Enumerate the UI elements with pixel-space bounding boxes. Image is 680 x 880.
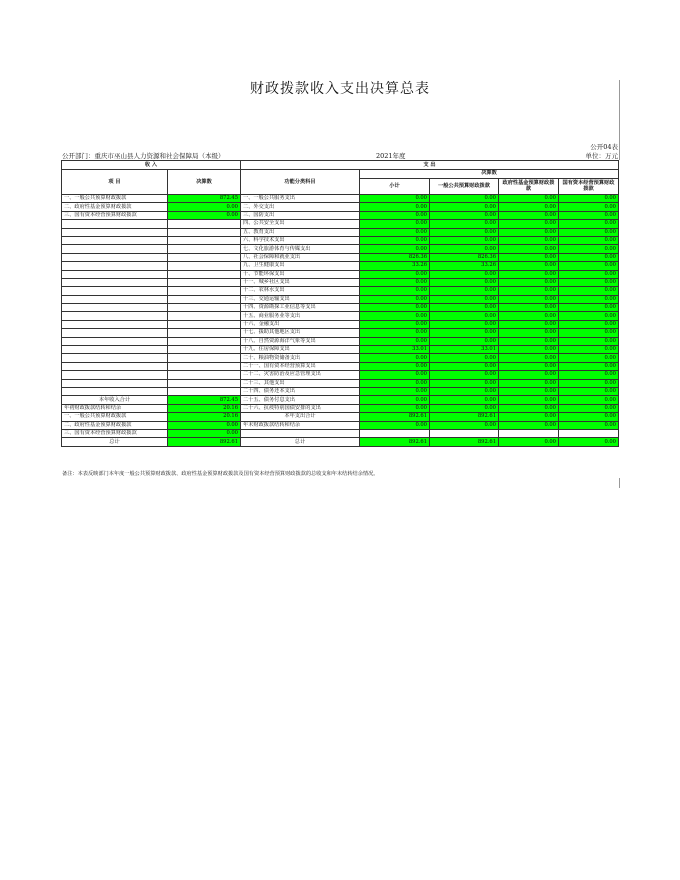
table-row	[62, 236, 619, 244]
income-item-cell	[62, 236, 168, 244]
expense-amount-cell: 892.61	[360, 438, 430, 446]
income-amount-cell: 0.00	[168, 421, 241, 429]
income-item-cell	[62, 304, 168, 312]
expense-item-cell	[241, 429, 360, 437]
expense-amount-cell: 0.00	[559, 211, 619, 219]
expense-amount-cell: 0.00	[559, 404, 619, 412]
income-header: 收 入	[62, 161, 241, 170]
table-row	[62, 245, 619, 253]
expense-amount-cell	[430, 429, 499, 437]
expense-amount-cell: 0.00	[430, 203, 499, 211]
expense-amount-cell: 0.00	[499, 320, 559, 328]
gov-fund-header: 政府性基金预算财政拨款	[499, 178, 559, 194]
income-amount-cell	[168, 354, 241, 362]
sheet-edge-line	[619, 478, 620, 488]
income-amount-cell	[168, 371, 241, 379]
income-amount-cell	[168, 329, 241, 337]
expense-item-cell: 二、外交支出	[241, 203, 360, 211]
income-item-cell: 一、一般公共预算财政拨款	[62, 195, 168, 203]
expense-amount-cell: 0.00	[499, 354, 559, 362]
income-amount-cell	[168, 320, 241, 328]
expense-item-cell: 二十二、灾害防治及应急管理支出	[241, 371, 360, 379]
expense-amount-cell: 0.00	[430, 379, 499, 387]
expense-amount-cell: 33.01	[360, 346, 430, 354]
expense-item-cell: 二十一、国有资本经营预算支出	[241, 362, 360, 370]
expense-amount-cell: 33.26	[430, 262, 499, 270]
income-amount-cell	[168, 236, 241, 244]
expense-amount-cell: 0.00	[360, 203, 430, 211]
expense-amount-cell: 0.00	[360, 195, 430, 203]
expense-amount-cell: 0.00	[499, 329, 559, 337]
expense-amount-cell: 0.00	[499, 195, 559, 203]
income-amount-cell	[168, 379, 241, 387]
income-amount-cell: 0.00	[168, 203, 241, 211]
income-item-cell: 二、政府性基金预算财政拨款	[62, 421, 168, 429]
expense-amount-cell: 0.00	[499, 404, 559, 412]
table-row	[62, 379, 619, 387]
income-amount-cell	[168, 295, 241, 303]
expense-amount-cell: 892.61	[430, 413, 499, 421]
income-item-cell	[62, 228, 168, 236]
unit-label: 单位：万元	[585, 152, 618, 160]
expense-item-cell: 十九、住房保障支出	[241, 346, 360, 354]
income-amount-cell	[168, 287, 241, 295]
expense-item-cell: 三、国防支出	[241, 211, 360, 219]
department-label: 公开部门：重庆市巫山县人力资源和社会保障局（本级）	[62, 152, 225, 160]
income-item-cell: 年初财政拨款结转和结余	[62, 404, 168, 412]
expense-amount-cell: 0.00	[360, 396, 430, 404]
income-item-cell	[62, 262, 168, 270]
expense-amount-cell: 0.00	[559, 270, 619, 278]
expense-amount-cell: 0.00	[430, 304, 499, 312]
income-amount-cell	[168, 228, 241, 236]
income-amount-cell	[168, 278, 241, 286]
expense-amount-cell: 0.00	[559, 195, 619, 203]
expense-amount-cell: 0.00	[430, 329, 499, 337]
expense-item-cell: 四、公共安全支出	[241, 220, 360, 228]
table-row	[62, 337, 619, 345]
expense-amount-cell	[499, 429, 559, 437]
expense-amount-cell: 0.00	[559, 262, 619, 270]
expense-amount-cell: 0.00	[559, 438, 619, 446]
expense-amount-cell: 0.00	[499, 211, 559, 219]
income-item-cell: 总计	[62, 438, 168, 446]
expense-amount-cell: 0.00	[499, 438, 559, 446]
expense-item-cell: 二十六、抗疫特别国债安排的支出	[241, 404, 360, 412]
income-amount-cell: 20.16	[168, 404, 241, 412]
expense-amount-cell: 0.00	[430, 404, 499, 412]
expense-amount-cell: 0.00	[559, 362, 619, 370]
expense-amount-cell: 0.00	[430, 421, 499, 429]
subtotal-header: 小计	[360, 178, 430, 194]
income-amount-cell	[168, 220, 241, 228]
income-item-cell	[62, 312, 168, 320]
expense-item-cell: 二十、粮油物资储备支出	[241, 354, 360, 362]
income-item-cell	[62, 253, 168, 261]
expense-amount-cell: 0.00	[360, 379, 430, 387]
amount-header: 决算数	[168, 170, 241, 195]
expense-amount-cell: 0.00	[360, 354, 430, 362]
income-item-cell: 一、一般公共预算财政拨款	[62, 413, 168, 421]
table-row	[62, 320, 619, 328]
table-row	[62, 404, 619, 412]
expense-amount-cell: 0.00	[559, 295, 619, 303]
income-item-cell	[62, 337, 168, 345]
expense-amount-cell: 0.00	[360, 387, 430, 395]
expense-amount-cell: 0.00	[499, 387, 559, 395]
income-amount-cell	[168, 346, 241, 354]
expense-amount-cell	[360, 429, 430, 437]
expense-amount-cell: 0.00	[499, 337, 559, 345]
fiscal-year-label: 2021年度	[376, 152, 406, 160]
expense-amount-cell: 0.00	[559, 329, 619, 337]
expense-amount-cell: 0.00	[559, 245, 619, 253]
expense-amount-cell: 0.00	[559, 371, 619, 379]
expense-amount-cell: 0.00	[430, 245, 499, 253]
expense-amount-cell: 892.61	[360, 413, 430, 421]
expense-amount-cell: 0.00	[499, 287, 559, 295]
expense-amount-cell: 0.00	[360, 329, 430, 337]
table-row	[62, 421, 619, 429]
expense-amount-cell: 826.36	[360, 253, 430, 261]
expense-item-cell: 九、卫生健康支出	[241, 262, 360, 270]
table-row	[62, 220, 619, 228]
expense-amount-cell: 0.00	[499, 413, 559, 421]
table-row	[62, 228, 619, 236]
expense-amount-cell: 0.00	[559, 396, 619, 404]
expense-amount-cell: 0.00	[559, 337, 619, 345]
income-item-cell	[62, 379, 168, 387]
table-row	[62, 329, 619, 337]
expense-amount-cell: 0.00	[499, 262, 559, 270]
expense-amount-cell: 0.00	[499, 270, 559, 278]
expense-amount-cell: 0.00	[559, 203, 619, 211]
income-amount-cell	[168, 304, 241, 312]
expense-amount-cell: 0.00	[360, 404, 430, 412]
table-row	[62, 346, 619, 354]
income-amount-cell: 872.45	[168, 195, 241, 203]
expense-header: 支 出	[241, 161, 619, 170]
expense-item-cell: 二十三、其他支出	[241, 379, 360, 387]
expense-amount-cell: 0.00	[559, 346, 619, 354]
expense-amount-cell: 0.00	[430, 362, 499, 370]
income-item-cell	[62, 270, 168, 278]
expense-amount-cell: 0.00	[559, 413, 619, 421]
expense-amount-cell: 0.00	[559, 304, 619, 312]
expense-amount-cell: 0.00	[430, 337, 499, 345]
table-row	[62, 438, 619, 446]
expense-item-cell: 八、社会保障和就业支出	[241, 253, 360, 261]
table-row	[62, 295, 619, 303]
expense-amount-cell: 0.00	[360, 220, 430, 228]
expense-amount-cell: 0.00	[360, 236, 430, 244]
expense-amount-cell: 0.00	[360, 228, 430, 236]
income-item-cell: 本年收入合计	[62, 396, 168, 404]
expense-amount-cell: 0.00	[430, 295, 499, 303]
expense-amount-cell: 0.00	[430, 312, 499, 320]
expense-amount-cell: 33.26	[360, 262, 430, 270]
table-row	[62, 354, 619, 362]
expense-item-cell: 二十四、债务还本支出	[241, 387, 360, 395]
expense-amount-cell: 0.00	[499, 236, 559, 244]
state-capital-header: 国有资本经营预算财政拨款	[559, 178, 619, 194]
expense-item-cell: 十三、交通运输支出	[241, 295, 360, 303]
income-item-cell	[62, 287, 168, 295]
expense-amount-cell: 0.00	[360, 421, 430, 429]
expense-amount-cell: 0.00	[430, 371, 499, 379]
expense-amount-cell: 0.00	[360, 211, 430, 219]
expense-item-cell: 十六、金融支出	[241, 320, 360, 328]
expense-amount-cell: 0.00	[499, 379, 559, 387]
expense-amount-cell: 0.00	[360, 371, 430, 379]
expense-amount-cell: 0.00	[430, 211, 499, 219]
expense-amount-cell: 0.00	[499, 421, 559, 429]
income-amount-cell	[168, 337, 241, 345]
income-item-cell	[62, 320, 168, 328]
expense-item-cell: 一、一般公共服务支出	[241, 195, 360, 203]
expense-amount-cell: 0.00	[430, 228, 499, 236]
expense-amount-cell: 0.00	[559, 287, 619, 295]
income-amount-cell	[168, 253, 241, 261]
expense-item-cell: 十四、资源勘探工业信息等支出	[241, 304, 360, 312]
table-row	[62, 362, 619, 370]
expense-amount-cell: 0.00	[360, 304, 430, 312]
income-amount-cell: 892.61	[168, 438, 241, 446]
table-row	[62, 413, 619, 421]
expense-amount-cell: 0.00	[559, 312, 619, 320]
income-amount-cell: 872.45	[168, 396, 241, 404]
expense-amount-cell: 0.00	[360, 245, 430, 253]
table-row	[62, 304, 619, 312]
expense-amount-cell: 0.00	[499, 362, 559, 370]
expense-item-cell: 十五、商业服务业等支出	[241, 312, 360, 320]
expense-item-cell: 本年支出合计	[241, 413, 360, 421]
expense-amount-cell: 0.00	[499, 253, 559, 261]
expense-amount-cell: 0.00	[559, 320, 619, 328]
expense-amount-cell: 33.01	[430, 346, 499, 354]
expense-amount-cell: 0.00	[430, 270, 499, 278]
expense-item-cell: 七、文化旅游体育与传媒支出	[241, 245, 360, 253]
table-row	[62, 287, 619, 295]
income-item-cell: 二、政府性基金预算财政拨款	[62, 203, 168, 211]
expense-amount-cell: 0.00	[559, 354, 619, 362]
expense-amount-cell: 0.00	[430, 396, 499, 404]
expense-amount-cell: 0.00	[559, 379, 619, 387]
income-amount-cell	[168, 362, 241, 370]
expense-amount-cell: 0.00	[499, 304, 559, 312]
table-row	[62, 278, 619, 286]
income-item-cell	[62, 278, 168, 286]
expense-amount-cell: 0.00	[430, 195, 499, 203]
expense-amount-cell: 0.00	[360, 278, 430, 286]
budget-table	[61, 160, 619, 447]
income-item-cell	[62, 354, 168, 362]
expense-amount-cell	[559, 429, 619, 437]
table-row	[62, 203, 619, 211]
expense-item-cell: 年末财政拨款结转和结余	[241, 421, 360, 429]
income-item-cell	[62, 346, 168, 354]
form-number: 公开04表	[590, 143, 618, 151]
page-title: 财政拨款收入支出决算总表	[250, 81, 430, 97]
final-amount-header: 决算数	[360, 170, 619, 179]
income-amount-cell	[168, 387, 241, 395]
item-header: 项 目	[62, 170, 168, 195]
income-amount-cell: 20.16	[168, 413, 241, 421]
expense-amount-cell: 0.00	[499, 278, 559, 286]
income-item-cell	[62, 387, 168, 395]
table-row	[62, 195, 619, 203]
expense-item-cell: 总计	[241, 438, 360, 446]
income-amount-cell	[168, 245, 241, 253]
table-row	[62, 396, 619, 404]
expense-amount-cell: 0.00	[499, 295, 559, 303]
table-row	[62, 312, 619, 320]
expense-amount-cell: 0.00	[360, 312, 430, 320]
expense-amount-cell: 0.00	[430, 278, 499, 286]
expense-amount-cell: 0.00	[499, 203, 559, 211]
expense-amount-cell: 0.00	[430, 320, 499, 328]
expense-amount-cell: 0.00	[559, 387, 619, 395]
expense-amount-cell: 826.36	[430, 253, 499, 261]
expense-amount-cell: 0.00	[360, 362, 430, 370]
expense-amount-cell: 892.61	[430, 438, 499, 446]
expense-item-cell: 五、教育支出	[241, 228, 360, 236]
expense-amount-cell: 0.00	[430, 354, 499, 362]
table-row	[62, 270, 619, 278]
income-item-cell	[62, 329, 168, 337]
expense-amount-cell: 0.00	[499, 396, 559, 404]
income-item-cell	[62, 220, 168, 228]
expense-amount-cell: 0.00	[360, 337, 430, 345]
expense-amount-cell: 0.00	[499, 346, 559, 354]
table-row	[62, 429, 619, 437]
expense-amount-cell: 0.00	[360, 287, 430, 295]
income-item-cell	[62, 295, 168, 303]
expense-item-cell: 十七、援助其他地区支出	[241, 329, 360, 337]
expense-amount-cell: 0.00	[499, 312, 559, 320]
expense-item-cell: 十、节能环保支出	[241, 270, 360, 278]
expense-amount-cell: 0.00	[360, 295, 430, 303]
expense-amount-cell: 0.00	[559, 253, 619, 261]
income-amount-cell: 0.00	[168, 211, 241, 219]
income-amount-cell	[168, 312, 241, 320]
expense-item-cell: 二十五、债务付息支出	[241, 396, 360, 404]
expense-amount-cell: 0.00	[559, 220, 619, 228]
expense-amount-cell: 0.00	[499, 220, 559, 228]
expense-amount-cell: 0.00	[499, 228, 559, 236]
table-row	[62, 211, 619, 219]
expense-item-cell: 十八、自然资源海洋气象等支出	[241, 337, 360, 345]
expense-amount-cell: 0.00	[430, 287, 499, 295]
expense-item-cell: 十一、城乡社区支出	[241, 278, 360, 286]
expense-amount-cell: 0.00	[559, 228, 619, 236]
expense-amount-cell: 0.00	[360, 270, 430, 278]
income-item-cell: 三、国有资本经营预算财政拨款	[62, 211, 168, 219]
table-row	[62, 371, 619, 379]
expense-amount-cell: 0.00	[430, 387, 499, 395]
footnote: 备注：本表反映部门本年度一般公共预算财政拨款、政府性基金预算财政拨款及国有资本经营预算财政拨款的总收支和年末结转结余情况。	[62, 471, 379, 477]
general-budget-header: 一般公共预算财政拨款	[430, 178, 499, 194]
expense-amount-cell: 0.00	[559, 278, 619, 286]
income-amount-cell	[168, 270, 241, 278]
expense-amount-cell: 0.00	[430, 236, 499, 244]
expense-amount-cell: 0.00	[559, 421, 619, 429]
income-item-cell	[62, 245, 168, 253]
table-row	[62, 387, 619, 395]
expense-amount-cell: 0.00	[559, 236, 619, 244]
expense-item-cell: 十二、农林水支出	[241, 287, 360, 295]
income-amount-cell	[168, 262, 241, 270]
table-row	[62, 262, 619, 270]
expense-amount-cell: 0.00	[360, 320, 430, 328]
func-class-header: 功能分类科目	[241, 170, 360, 195]
income-item-cell	[62, 371, 168, 379]
income-amount-cell: 0.00	[168, 429, 241, 437]
expense-amount-cell: 0.00	[499, 371, 559, 379]
expense-amount-cell: 0.00	[430, 220, 499, 228]
income-item-cell	[62, 362, 168, 370]
expense-item-cell: 六、科学技术支出	[241, 236, 360, 244]
expense-amount-cell: 0.00	[499, 245, 559, 253]
table-row	[62, 253, 619, 261]
income-item-cell: 三、国有资本经营预算财政拨款	[62, 429, 168, 437]
